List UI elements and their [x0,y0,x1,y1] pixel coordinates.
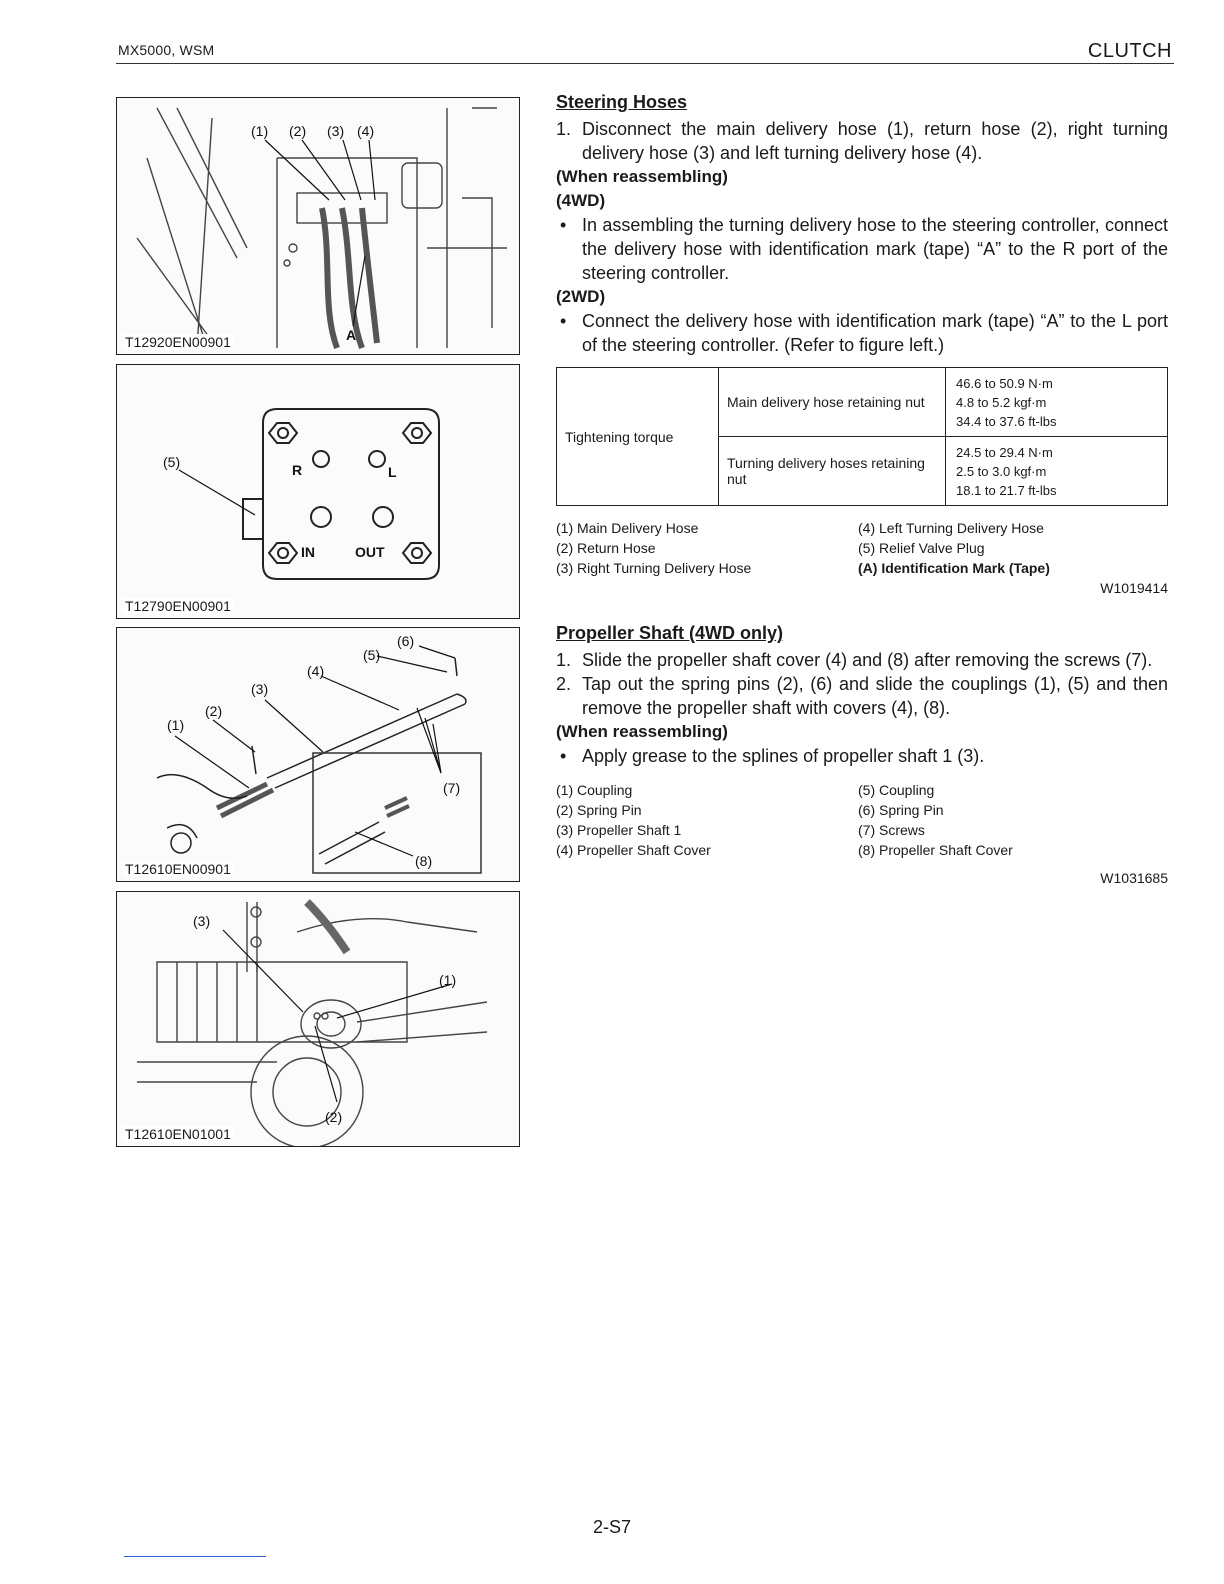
step [556,117,1168,165]
tightening-torque-table [556,367,1168,506]
callout-5: (5) [363,647,381,663]
section-propeller-shaft [556,623,1168,888]
table-label-cell: Tightening torque [557,368,719,506]
table-item-cell: Turning delivery hoses retaining nut [719,437,946,506]
port-out-label: OUT [355,544,385,560]
callout-2: (2) [205,703,223,719]
callout-2: (2) [325,1109,343,1125]
bullet-item [556,309,1168,357]
table-row [557,368,1168,437]
figure-propeller-shaft [116,627,520,882]
figure-steering-hoses [116,97,520,355]
callout-1: (1) [251,123,269,139]
section-title: Propeller Shaft (4WD only) [556,623,784,643]
callout-3: (3) [193,913,211,929]
step-number: 2. [556,674,572,694]
value-kgfm: 4.8 to 5.2 kgf·m [956,394,1047,410]
header-manual-name: MX5000, WSM [118,42,215,58]
legend-item: (5) Coupling [858,782,935,798]
coupling-illustration [117,892,519,1146]
callout-1: (1) [439,972,457,988]
bullet-item [556,213,1168,285]
callout-7: (7) [443,780,461,796]
port-l-label: L [388,464,397,480]
step-text: Slide the propeller shaft cover (4) and (8) after removing the screws (7). [582,650,1153,670]
page-number: 2-S7 [592,1517,632,1537]
legend-item: (3) Propeller Shaft 1 [556,822,682,838]
callout-8: (8) [415,853,433,869]
table-values-cell [946,437,1168,506]
figure-id: T12920EN00901 [125,334,231,350]
legend-item: (4) Left Turning Delivery Hose [858,520,1044,536]
table-values-cell [946,368,1168,437]
section-title: Steering Hoses [556,92,688,112]
figure-id: T12610EN01001 [125,1126,231,1142]
value-kgfm: 2.5 to 3.0 kgf·m [956,463,1047,479]
callout-3: (3) [327,123,345,139]
legend-item: (2) Spring Pin [556,802,642,818]
step-text: Tap out the spring pins (2), (6) and slide the couplings (1), (5) and then remove the propeller shaft with covers (4), (8). [582,674,1168,718]
propeller-shaft-illustration [117,628,519,881]
bullet-mark: • [560,311,567,331]
steering-controller-illustration [117,365,519,618]
legend-item: (A) Identification Mark (Tape) [858,560,1050,576]
steering-legend [556,518,1168,578]
header-section-title: CLUTCH [1087,40,1172,62]
bullet-text: In assembling the turning delivery hose to the steering controller, connect the delivery hose with identification mark (tape) “A” to the R port of the steering controller. [582,215,1168,283]
port-r-label: R [292,462,303,478]
step-text: Disconnect the main delivery hose (1), return hose (2), right turning delivery hose (3) and left turning delivery hose (4). [582,119,1168,163]
legend-item: (2) Return Hose [556,540,656,556]
callout-4: (4) [357,123,375,139]
legend-item: (8) Propeller Shaft Cover [858,842,1013,858]
bullet-item [556,744,1168,768]
callout-6: (6) [397,633,415,649]
figure-id: T12790EN00901 [125,598,231,614]
section-code: W1031685 [1100,870,1168,886]
step [556,672,1168,720]
bullet-text: Apply grease to the splines of propeller shaft 1 (3). [582,746,985,766]
when-reassembling-heading: (When reassembling) [556,167,728,186]
bullet-mark: • [560,746,567,766]
value-ftlbs: 34.4 to 37.6 ft-lbs [956,413,1057,429]
figure-steering-controller [116,364,520,619]
legend-item: (6) Spring Pin [858,802,944,818]
callout-5: (5) [163,454,181,470]
step-number: 1. [556,119,572,139]
legend-item: (3) Right Turning Delivery Hose [556,560,752,576]
callout-3: (3) [251,681,269,697]
value-ftlbs: 18.1 to 21.7 ft-lbs [956,482,1057,498]
callout-1: (1) [167,717,185,733]
section-steering-hoses [556,92,1168,598]
legend-item: (1) Main Delivery Hose [556,520,699,536]
port-in-label: IN [301,544,315,560]
footer-link-line [124,1556,266,1557]
bullet-mark: • [560,215,567,235]
legend-item: (5) Relief Valve Plug [858,540,985,556]
value-nm: 24.5 to 29.4 N·m [956,444,1053,460]
callout-2: (2) [289,123,307,139]
step [556,648,1168,672]
figure-coupling [116,891,520,1147]
steering-hoses-illustration [117,98,519,354]
when-reassembling-heading: (When reassembling) [556,722,728,741]
callout-a: A [346,327,357,343]
step-number: 1. [556,650,572,670]
propeller-legend [556,780,1168,860]
value-nm: 46.6 to 50.9 N·m [956,375,1053,391]
section-code: W1019414 [1100,580,1168,596]
callout-4: (4) [307,663,325,679]
legend-item: (4) Propeller Shaft Cover [556,842,711,858]
2wd-heading: (2WD) [556,287,606,306]
4wd-heading: (4WD) [556,191,606,210]
table-item-cell: Main delivery hose retaining nut [719,368,946,437]
legend-item: (1) Coupling [556,782,633,798]
bullet-text: Connect the delivery hose with identification mark (tape) “A” to the L port of the steering controller. (Refer to figure left.) [582,311,1168,355]
figure-id: T12610EN00901 [125,861,231,877]
header-rule [116,63,1174,64]
legend-item: (7) Screws [858,822,925,838]
